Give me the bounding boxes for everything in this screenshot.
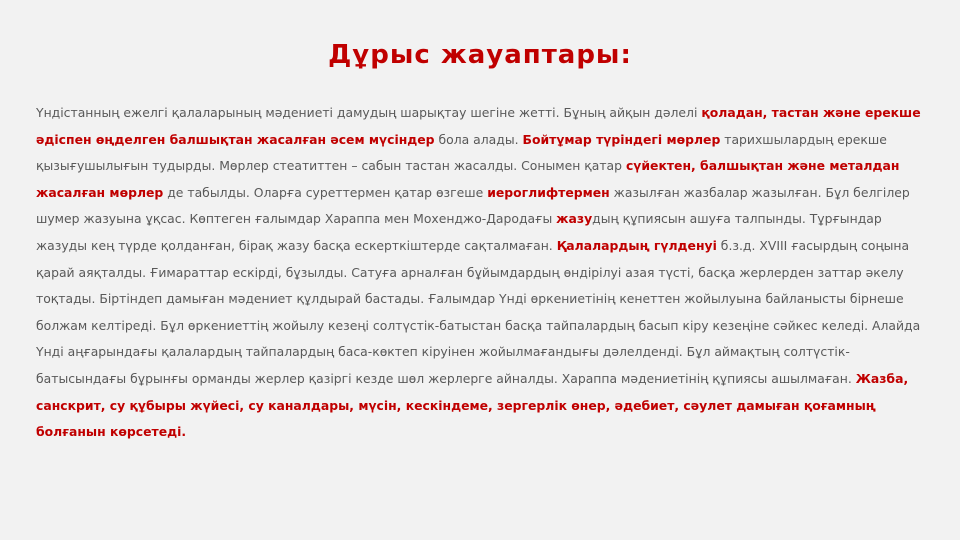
text-segment: дың құпиясын ашуға талпынды. Тұрғындар жазуды кең түрде қолданған, бірақ жазу басқа ескерткіштерде сақталмаған. (36, 211, 882, 253)
highlighted-segment: сүйектен, балшықтан және металдан жасалған мөрлер (36, 158, 900, 200)
text-segment: бола алады. (434, 131, 523, 147)
highlighted-segment: Қалалардың гүлденуі (556, 237, 717, 253)
highlighted-segment: Бойтұмар түріндегі мөрлер (522, 131, 721, 147)
text-segment: де табылды. Оларға суреттермен қатар өзгеше (163, 184, 488, 200)
highlighted-segment: Жазба, санскрит, су құбыры жүйесі, су каналдары, мүсін, кескіндеме, зергерлік өнер, әдебиет, сәулет дамыған қоғамның болғанын көрсетеді. (36, 370, 909, 440)
highlighted-segment: қоладан, тастан және ерекше әдіспен өңделген балшықтан жасалған әсем мүсіндер (36, 105, 921, 147)
highlighted-segment: иероглифтермен (487, 184, 610, 200)
text-segment: Үндістанның ежелгі қалаларының мәдениеті дамудың шарықтау шегіне жетті. Бұның айқын дәлелі (36, 105, 702, 120)
answer-paragraph (36, 100, 924, 446)
highlighted-segment: жазу (556, 211, 593, 227)
slide-title: Дұрыс жауаптары: (328, 40, 632, 70)
text-segment: тарихшылардың ерекше қызығушылығын тудырды. Мөрлер стеатиттен – сабын тастан жасалды. Сонымен қатар (36, 131, 887, 174)
text-segment: б.з.д. XVIII ғасырдың соңына қарай аяқталды. Ғимараттар ескірді, бұзылды. Сатуға арналған бұйымдардың өндірілуі азая түсті, басқа жерлерден заттар әкелу тоқтады. Біртіндеп дамыған мәдениет құлдырай бастады. Ғалымдар Үнді өркениетінің кенеттен жойылуына байланысты бірнеше болжам келтіреді. Бұл өркениеттің жойылу кезеңі солтүстік-батыстан басқа тайпалардың басып кіру кезеңіне сәйкес келеді. Алайда Үнді аңғарындағы қалалардың тайпалардың баса-көктеп кіруінен жойылмағандығы дәлелденді. Бұл аймақтың солтүстік-батысындағы бұрынғы орманды жерлер қазіргі кезде шөл жерлерге айналды. Хараппа мәдениетінің құпиясы ашылмаған. (36, 237, 921, 386)
text-segment: жазылған жазбалар жазылған. Бұл белгілер шумер жазуына ұқсас. Көптеген ғалымдар Хараппа мен Мохенджо-Дародағы (36, 184, 910, 227)
